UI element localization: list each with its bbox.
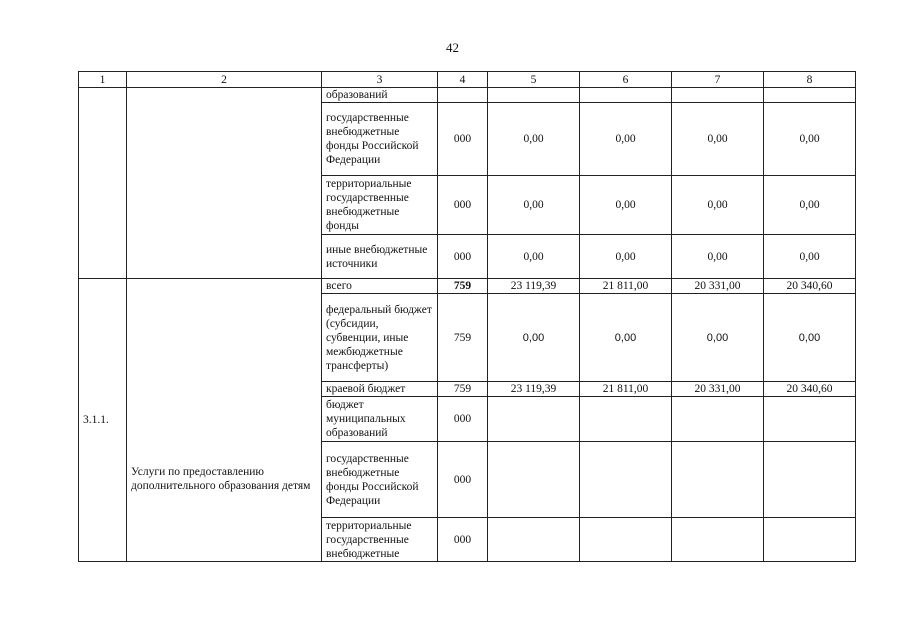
section-name: Услуги по предоставлению дополнительного образования детям [127, 279, 322, 562]
cell-value: 23 119,39 [488, 279, 580, 294]
row-code: 000 [438, 103, 488, 176]
cell-value: 0,00 [764, 176, 856, 235]
row-label: всего [322, 279, 438, 294]
cell-value [764, 397, 856, 442]
cell-value [580, 442, 672, 518]
cell-value: 0,00 [672, 176, 764, 235]
column-header: 4 [438, 72, 488, 88]
row-label: государственные внебюджетные фонды Российской Федерации [322, 442, 438, 518]
column-header: 5 [488, 72, 580, 88]
row-label: федеральный бюджет (субсидии, субвенции, иные межбюджетные трансферты) [322, 294, 438, 382]
cell-value [488, 397, 580, 442]
cell-value [672, 88, 764, 103]
cell-value: 20 340,60 [764, 279, 856, 294]
row-code: 000 [438, 176, 488, 235]
row-code: 000 [438, 235, 488, 279]
row-label: образований [322, 88, 438, 103]
cell-value: 20 331,00 [672, 382, 764, 397]
section-number: 3.1.1. [79, 279, 127, 562]
empty-name-cell [127, 88, 322, 279]
row-label: государственные внебюджетные фонды Российской Федерации [322, 103, 438, 176]
row-label: территориальные государственные внебюджетные [322, 518, 438, 562]
cell-value: 0,00 [488, 176, 580, 235]
row-code: 759 [438, 294, 488, 382]
column-header: 2 [127, 72, 322, 88]
cell-value: 0,00 [672, 294, 764, 382]
cell-value: 0,00 [580, 176, 672, 235]
cell-value [580, 397, 672, 442]
cell-value: 23 119,39 [488, 382, 580, 397]
page-number: 42 [446, 40, 459, 55]
row-code: 000 [438, 397, 488, 442]
cell-value [764, 442, 856, 518]
table-row [79, 279, 856, 294]
cell-value [672, 518, 764, 562]
row-code: 000 [438, 442, 488, 518]
cell-value [764, 518, 856, 562]
cell-value: 20 331,00 [672, 279, 764, 294]
cell-value: 21 811,00 [580, 279, 672, 294]
cell-value: 0,00 [488, 235, 580, 279]
cell-value: 0,00 [672, 103, 764, 176]
row-code: 000 [438, 518, 488, 562]
row-code [438, 88, 488, 103]
column-header: 6 [580, 72, 672, 88]
cell-value: 0,00 [672, 235, 764, 279]
cell-value: 21 811,00 [580, 382, 672, 397]
cell-value: 0,00 [580, 235, 672, 279]
empty-number-cell [79, 88, 127, 279]
row-label: иные внебюджетные источники [322, 235, 438, 279]
cell-value [580, 518, 672, 562]
cell-value [488, 518, 580, 562]
column-header: 1 [79, 72, 127, 88]
cell-value: 0,00 [580, 103, 672, 176]
row-code: 759 [438, 382, 488, 397]
column-header: 3 [322, 72, 438, 88]
cell-value: 0,00 [764, 103, 856, 176]
table-row [79, 88, 856, 103]
cell-value: 0,00 [764, 235, 856, 279]
cell-value: 0,00 [488, 103, 580, 176]
cell-value [488, 88, 580, 103]
column-header: 7 [672, 72, 764, 88]
cell-value [672, 397, 764, 442]
cell-value [764, 88, 856, 103]
cell-value: 0,00 [488, 294, 580, 382]
row-label: территориальные государственные внебюджетные фонды [322, 176, 438, 235]
cell-value: 20 340,60 [764, 382, 856, 397]
cell-value [488, 442, 580, 518]
row-code: 759 [438, 279, 488, 294]
cell-value: 0,00 [580, 294, 672, 382]
column-header: 8 [764, 72, 856, 88]
column-header-row [79, 72, 856, 88]
row-label: бюджет муниципальных образований [322, 397, 438, 442]
budget-table [78, 71, 856, 562]
cell-value [672, 442, 764, 518]
cell-value: 0,00 [764, 294, 856, 382]
row-label: краевой бюджет [322, 382, 438, 397]
cell-value [580, 88, 672, 103]
